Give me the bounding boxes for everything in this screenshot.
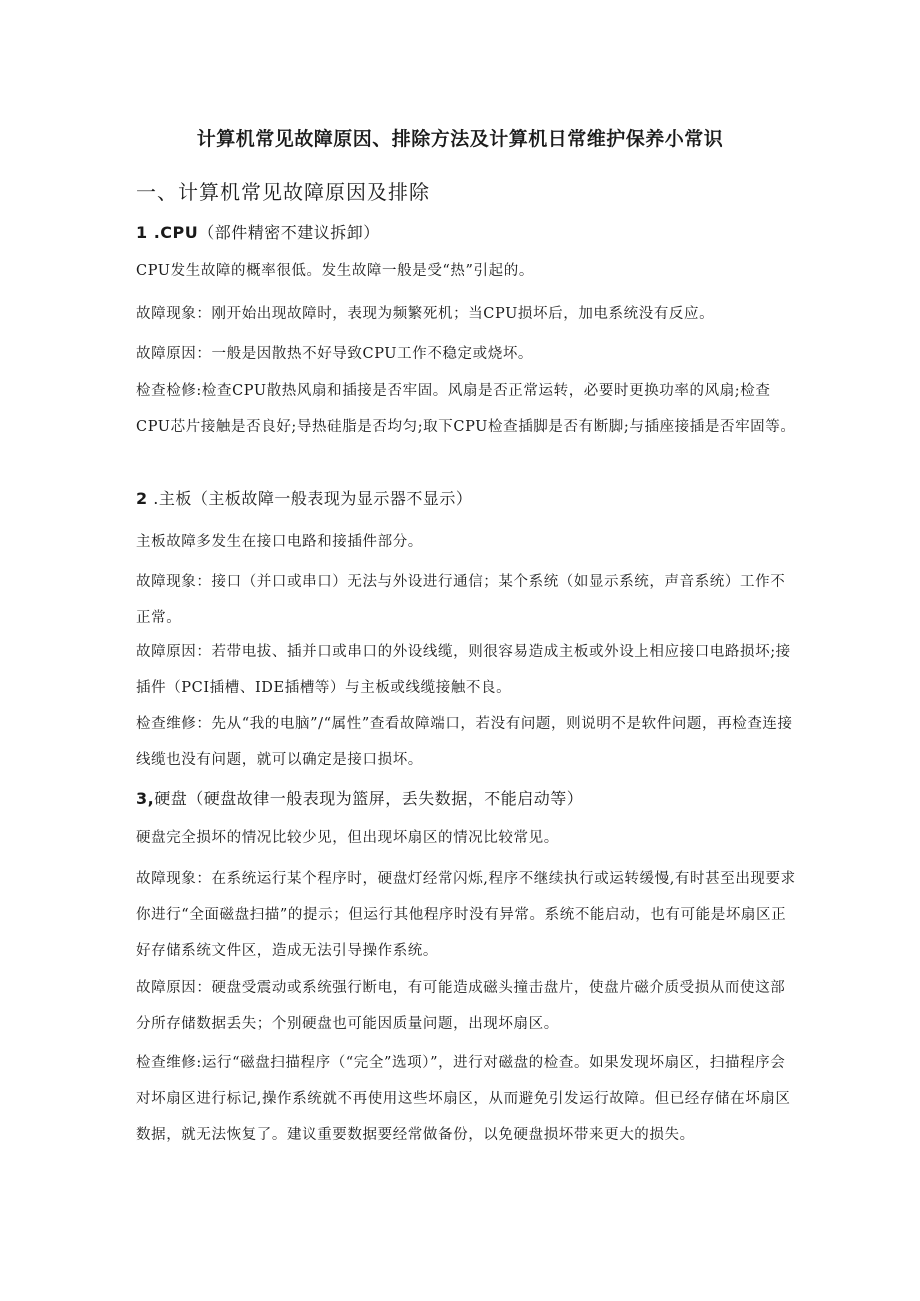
section-heading: 一、计算机常见故障原因及排除 <box>136 180 430 204</box>
disk-heading-number: 3, <box>136 789 155 808</box>
disk-heading <box>136 786 583 809</box>
board-heading <box>136 486 472 509</box>
disk-check: 检查维修:运行“磁盘扫描程序（“完全”选项）”，进行对磁盘的检查。如果发现坏扇区，扫描程序会对坏扇区进行标记,操作系统就不再使用这些坏扇区，从而避免引发运行故障。但已经存储在坏扇区数据，就无法恢复了。建议重要数据要经常做备份，以免硬盘损坏带来更大的损失。 <box>136 1055 791 1143</box>
board-heading-number: 2 <box>136 489 148 508</box>
board-intro: 主板故障多发生在接口电路和接插件部分。 <box>136 534 423 550</box>
board-cause: 故障原因：若带电拔、插并口或串口的外设线缆，则很容易造成主板或外设上相应接口电路损坏;接插件（PCI插槽、IDE插槽等）与主板或线缆接触不良。 <box>136 644 791 696</box>
document-title: 计算机常见故障原因、排除方法及计算机日常维护保养小常识 <box>196 128 724 150</box>
disk-heading-text: 硬盘（硬盘故律一般表现为篮屏，丢失数据，不能启动等） <box>154 789 584 808</box>
board-symptom: 故障现象：接口（并口或串口）无法与外设进行通信；某个系统（如显示系统，声音系统）工作不正常。 <box>136 574 786 626</box>
board-check: 检查维修：先从“我的电脑”/“属性”查看故障端口，若没有问题，则说明不是软件问题，再检查连接线缆也没有问题，就可以确定是接口损坏。 <box>136 716 793 768</box>
disk-intro: 硬盘完全损坏的情况比较少见，但出现坏扇区的情况比较常见。 <box>136 830 559 846</box>
cpu-heading-text: （部件精密不建议拆卸） <box>198 223 380 242</box>
disk-cause: 故障原因：硬盘受震动或系统强行断电，有可能造成磁头撞击盘片，使盘片磁介质受损从而使这部分所存储数据丢失；个别硬盘也可能因质量问题，出现坏扇区。 <box>136 980 786 1032</box>
cpu-check: 检查检修:检查CPU散热风扇和插接是否牢固。风扇是否正常运转，必要时更换功率的风扇;检查CPU芯片接触是否良好;导热硅脂是否均匀;取下CPU检查插脚是否有断脚;与插座接插是否牢固等。 <box>136 383 796 435</box>
cpu-cause: 故障原因：一般是因散热不好导致CPU工作不稳定或烧坏。 <box>136 346 534 362</box>
cpu-heading-number: 1 .CPU <box>136 223 199 242</box>
cpu-symptom: 故障现象：刚开始出现故障时，表现为频繁死机；当CPU损坏后，加电系统没有反应。 <box>136 306 715 322</box>
cpu-heading <box>136 220 380 243</box>
board-heading-text: .主板（主板故障一般表现为显示器不显示） <box>147 489 473 508</box>
disk-symptom: 故障现象：在系统运行某个程序时，硬盘灯经常闪烁,程序不继续执行或运转缓慢,有时甚至出现要求你进行“全面磁盘扫描”的提示；但运行其他程序时没有异常。系统不能启动，也有可能是坏扇区正好存储系统文件区，造成无法引导操作系统。 <box>136 871 796 959</box>
cpu-intro: CPU发生故障的概率很低。发生故障一般是受“热”引起的。 <box>136 263 534 279</box>
